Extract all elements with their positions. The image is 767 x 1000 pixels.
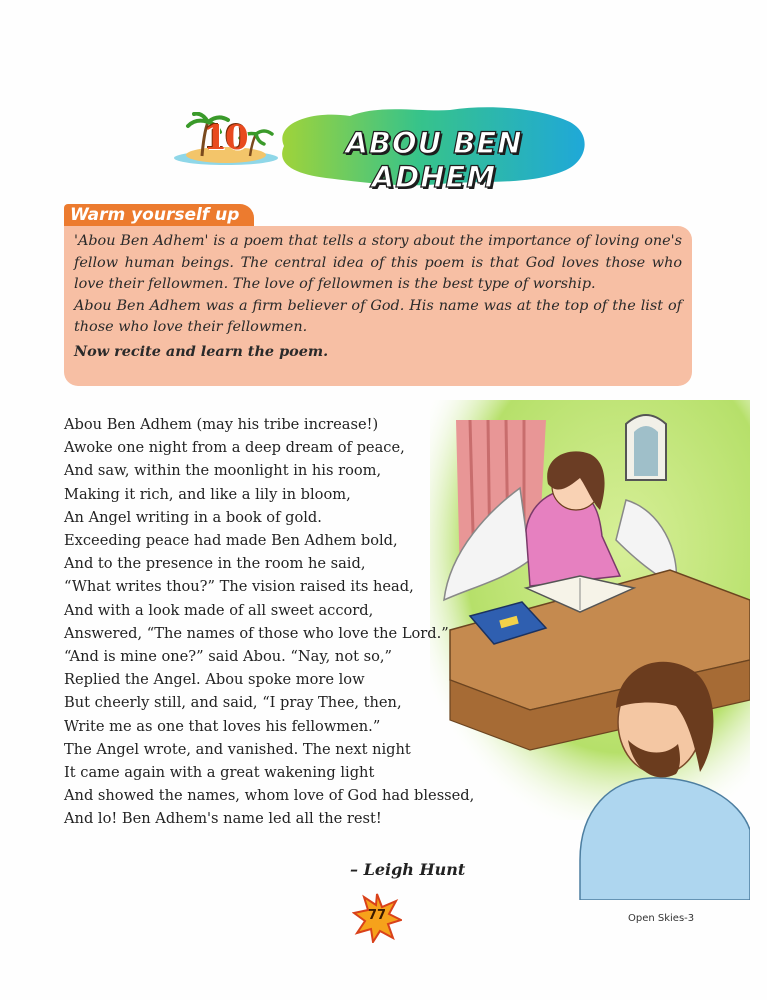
poem-line: Exceeding peace had made Ben Adhem bold, — [64, 532, 398, 550]
poem-line: And showed the names, whom love of God had blessed, — [64, 787, 475, 805]
poem-line: Replied the Angel. Abou spoke more low — [64, 671, 365, 689]
poem-line: And with a look made of all sweet accord, — [64, 601, 374, 619]
warmup-text — [74, 231, 682, 362]
poem-line: The Angel wrote, and vanished. The next night — [64, 740, 411, 758]
poem-line: Awoke one night from a deep dream of peace, — [64, 439, 405, 457]
poem-line: And lo! Ben Adhem's name led all the rest! — [64, 810, 382, 828]
poem-line: Making it rich, and like a lily in bloom, — [64, 485, 351, 503]
poem-line: Answered, “The names of those who love the Lord.” — [64, 624, 449, 642]
poem-line: And saw, within the moonlight in his room, — [64, 462, 382, 480]
poem-line: Abou Ben Adhem (may his tribe increase!) — [64, 416, 379, 433]
poem-line: An Angel writing in a book of gold. — [64, 508, 322, 526]
poem-line: It came again with a great wakening light — [64, 764, 375, 782]
chapter-number: 10 — [203, 118, 247, 158]
poem-line: And to the presence in the room he said, — [64, 555, 366, 573]
poem-line: “And is mine one?” said Abou. “Nay, not so,” — [64, 648, 392, 666]
poem-text — [64, 413, 524, 831]
poem-author: – Leigh Hunt — [350, 860, 466, 879]
warmup-paragraph-1: 'Abou Ben Adhem' is a poem that tells a story about the importance of loving one's fellow human beings. The central idea of this poem is that God loves those who love their fellowmen. The love of fellowmen is the best type of worship. — [74, 233, 682, 292]
warmup-label: Warm yourself up — [70, 205, 240, 225]
series-name: Open Skies-3 — [628, 913, 695, 924]
poem-line: Write me as one that loves his fellowmen.” — [64, 717, 381, 735]
page-number: 77 — [367, 908, 387, 923]
poem-line: But cheerly still, and said, “I pray Thee, then, — [64, 694, 402, 712]
chapter-title: ABOU BEN ADHEM — [345, 126, 523, 194]
warmup-instruction: Now recite and learn the poem. — [74, 342, 329, 360]
warmup-paragraph-2: Abou Ben Adhem was a firm believer of God. His name was at the top of the list of those who love their fellowmen. — [74, 297, 682, 335]
poem-line: “What writes thou?” The vision raised its head, — [64, 578, 414, 596]
